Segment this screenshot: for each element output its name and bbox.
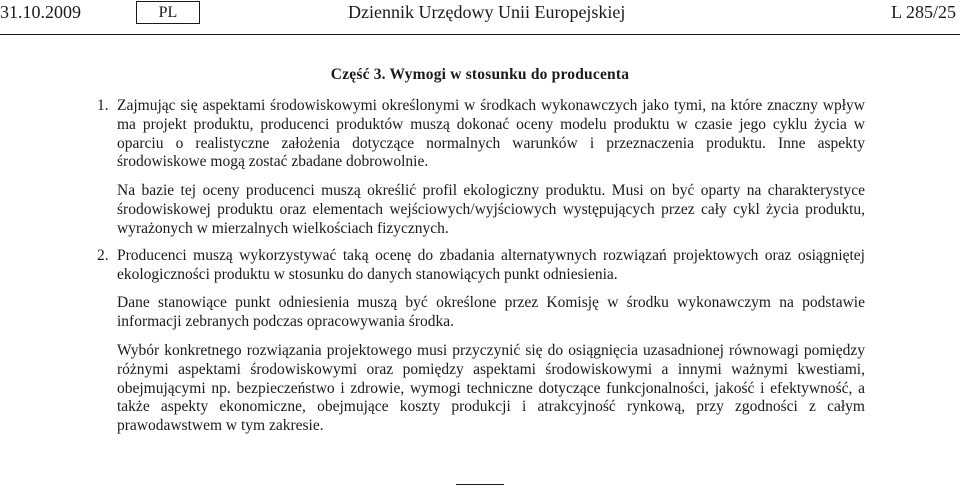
header-divider bbox=[0, 34, 960, 35]
paragraph-text: Producenci muszą wykorzystywać taką ocenę do zbadania alternatywnych rozwiązań projektowych oraz osiągniętej ekologiczności produktu w stosunku do danych stanowiących punkt odniesienia. bbox=[117, 247, 865, 283]
paragraph-2 bbox=[117, 182, 865, 238]
page-header bbox=[0, 0, 960, 34]
paragraph-number: 1. bbox=[97, 97, 109, 114]
paragraph-text: Wybór konkretnego rozwiązania projektowego musi przyczynić się do osiągnięcia uzasadnionej równowagi pomiędzy różnymi aspektami środowiskowymi oraz pomiędzy aspektami środowiskowymi a innymi ważnymi kwestiami, obejmującymi np. bezpieczeństwo i zdrowie, wymogi techniczne dotyczące funkcjonalności, jakość i efektywność, a także aspekty ekonomiczne, obejmujące koszty produkcji i atrakcyjność rynkową, przy zgodności z całym prawodawstwem w tym zakresie. bbox=[117, 342, 865, 435]
paragraph-text: Zajmując się aspektami środowiskowymi określonymi w środkach wykonawczych jako tymi, na które znaczny wpływ ma projekt produktu, producenci produktów muszą dokonać oceny modelu produktu w czasie jego cyklu życia w oparciu o realistyczne założenia dotyczące normalnych warunków i przeznaczenia produktu. Inne aspekty środowiskowe mogą zostać zbadane dobrowolnie. bbox=[117, 97, 865, 171]
paragraph-number: 2. bbox=[97, 247, 109, 264]
paragraph-text: Dane stanowiące punkt odniesienia muszą być określone przez Komisję w środku wykonawczym na podstawie informacji zebranych podczas opracowywania środka. bbox=[117, 294, 865, 330]
journal-title: Dziennik Urzędowy Unii Europejskiej bbox=[348, 2, 626, 22]
section-title: Część 3. Wymogi w stosunku do producenta bbox=[330, 66, 630, 83]
publication-date: 31.10.2009 bbox=[0, 2, 81, 22]
paragraph-4 bbox=[117, 294, 865, 332]
footer-divider bbox=[456, 484, 504, 485]
language-badge: PL bbox=[136, 1, 200, 24]
paragraph-1 bbox=[97, 97, 865, 172]
page-reference: L 285/25 bbox=[891, 2, 956, 22]
paragraph-5 bbox=[117, 342, 865, 436]
paragraph-3 bbox=[97, 247, 865, 285]
paragraph-text: Na bazie tej oceny producenci muszą określić profil ekologiczny produktu. Musi on być oparty na charakterystyce środowiskowej produktu oraz elementach wejściowych/wyjściowych występujących przez cały cykl życia produktu, wyrażonych w mierzalnych wielkościach fizycznych. bbox=[117, 182, 865, 237]
